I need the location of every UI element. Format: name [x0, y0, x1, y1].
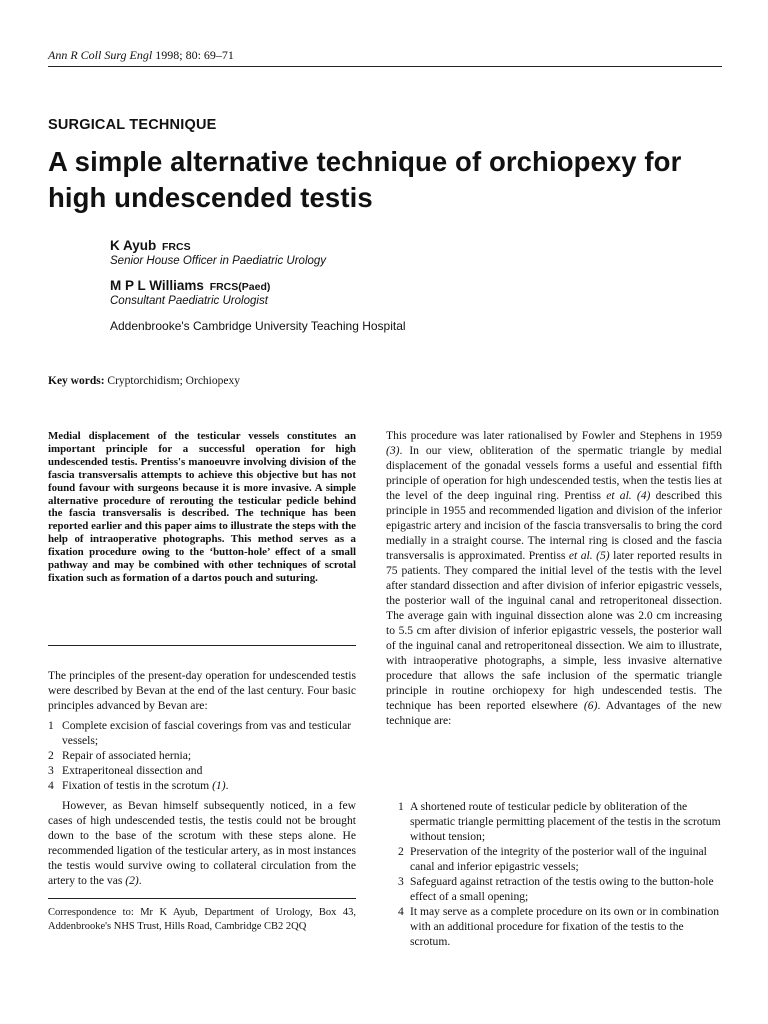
- list-text: Repair of associated hernia;: [62, 749, 192, 762]
- author-entry: [110, 278, 710, 307]
- author-degree: FRCS: [162, 241, 191, 253]
- intro-paragraph: The principles of the present-day operation for undescended testis were described by Bevan at the end of the last century. Four basic principles advanced by Bevan are:: [48, 669, 356, 712]
- citation: (2): [125, 874, 139, 887]
- list-number: 2: [48, 749, 54, 762]
- correspondence-rule: [48, 898, 356, 899]
- list-text-end: .: [225, 779, 229, 792]
- list-item: [48, 748, 356, 763]
- author-role: Senior House Officer in Paediatric Urology: [110, 255, 327, 267]
- author-entry: [110, 238, 710, 267]
- journal-name: Ann R Coll Surg Engl: [48, 48, 153, 62]
- list-text: Fixation of testis in the scrotum: [62, 779, 210, 792]
- author-name: K Ayub: [110, 238, 157, 253]
- list-item: [48, 718, 356, 748]
- journal-reference: [48, 48, 234, 63]
- citation: (6): [583, 699, 598, 712]
- list-number: 3: [398, 875, 404, 888]
- list-number: 4: [398, 905, 404, 918]
- institution: Addenbrooke's Cambridge University Teaching Hospital: [110, 319, 406, 333]
- author-name-line: [110, 278, 710, 293]
- paragraph-end: .: [138, 874, 142, 887]
- bevan-paragraph: [48, 798, 356, 888]
- citation: (1): [209, 779, 226, 792]
- article-title: A simple alternative technique of orchiopexy for high undescended testis: [48, 146, 682, 213]
- keywords-label: Key words:: [48, 375, 105, 387]
- principles-list: [48, 718, 356, 793]
- list-text: Extraperitoneal dissection and: [62, 764, 203, 777]
- advantages-list: [386, 799, 722, 949]
- list-text: Complete excision of fascial coverings from vas and testicular vessels;: [62, 719, 352, 747]
- list-number: 4: [48, 779, 54, 792]
- list-item: [48, 763, 356, 778]
- paragraph-text: later reported results in 75 patients. They compared the initial level of the testis with the level after standard dissection and after division of inferior epigastric vessels, the posterior wall of the inguinal canal and retroperitoneal dissection. The average gain with inguinal dissection alone was 2.0 cm increasing to 5.5 cm after division of inferior epigastric vessels, the posterior wall of the inguinal canal and retroperitoneal dissection. We aim to illustrate, with intraoperative photographs, a simple, less invasive alternative procedure that allows the safe inclusion of the spermatic triangle principle in routine orchiopexy for high undescended testis. The technique has been reported elsewhere: [386, 549, 722, 712]
- list-item: [386, 904, 722, 949]
- list-number: 1: [398, 800, 404, 813]
- list-item: [386, 799, 722, 844]
- citation: (3): [386, 444, 400, 457]
- paragraph-text: This procedure was later rationalised by Fowler and Stephens in 1959: [386, 429, 722, 442]
- list-item: [386, 844, 722, 874]
- paragraph-text: However, as Bevan himself subsequently noticed, in a few cases of high undescended testis, the testis could not be brought down to the base of the scrotum with these steps alone. He recommended ligation of the testicular artery, as in most instances the testis would survive owing to collateral circulation from the artery to the vas: [48, 799, 356, 887]
- list-number: 2: [398, 845, 404, 858]
- abstract: Medial displacement of the testicular vessels constitutes an important principle for a successful operation for high undescended testis. Prentiss's manoeuvre involving division of the fascia transversalis attempts to achieve this objective but has not found favour with surgeons because it is more invasive. A simple alternative procedure of rerouting the testicular pedicle behind the fascia transversalis is described. The technique has been reported earlier and this paper aims to illustrate the steps with the help of intraoperative photographs. This method serves as a fixation procedure owing to the ‘button-hole’ effect of a small pathway and may be combined with other techniques of scrotal fixation such as formation of a dartos pouch and suturing.: [48, 430, 356, 584]
- list-text: It may serve as a complete procedure on its own or in combination with an additional procedure for fixation of the testis to the scrotum.: [410, 905, 720, 948]
- author-name-line: [110, 238, 710, 253]
- list-item: [48, 778, 356, 793]
- journal-citation: 1998; 80: 69–71: [152, 48, 234, 62]
- keywords: [48, 375, 240, 387]
- header-rule: [48, 66, 722, 67]
- list-number: 3: [48, 764, 54, 777]
- list-text: Safeguard against retraction of the testis owing to the button-hole effect of a small opening;: [410, 875, 714, 903]
- keywords-text: Cryptorchidism; Orchiopexy: [104, 375, 240, 387]
- paragraph-text: described this principle in 1955 and recommended ligation and division of the inferior epigastric artery and incision of the fascia transversalis to bring the cord medially in a straight course. The internal ring is closed and the fascia transversalis is approximated. Prentiss: [386, 489, 722, 562]
- list-text: A shortened route of testicular pedicle by obliteration of the spermatic triangle permitting placement of the testis in the scrotum without tension;: [410, 800, 721, 843]
- author-name: M P L Williams: [110, 278, 204, 293]
- citation: et al. (4): [606, 489, 651, 502]
- abstract-rule: [48, 645, 356, 646]
- author-role: Consultant Paediatric Urologist: [110, 295, 268, 307]
- right-column-paragraph: [386, 428, 722, 728]
- paragraph-text: . Advantages of the new technique are:: [386, 699, 722, 727]
- correspondence-note: Correspondence to: Mr K Ayub, Department of Urology, Box 43, Addenbrooke's NHS Trust, Hills Road, Cambridge CB2 2QQ: [48, 907, 356, 932]
- author-degree: FRCS(Paed): [209, 281, 271, 293]
- citation: et al. (5): [568, 549, 610, 562]
- list-text: Preservation of the integrity of the posterior wall of the inguinal canal and inferior epigastric vessels;: [410, 845, 707, 873]
- list-item: [386, 874, 722, 904]
- list-number: 1: [48, 719, 54, 732]
- section-label: SURGICAL TECHNIQUE: [48, 117, 217, 133]
- paragraph-text: . In our view, obliteration of the spermatic triangle by medial displacement of the gonadal vessels forms a useful and essential fifth principle of operation for high undescended testis, when the testis lies at the level of the deep inguinal ring. Prentiss: [386, 444, 722, 502]
